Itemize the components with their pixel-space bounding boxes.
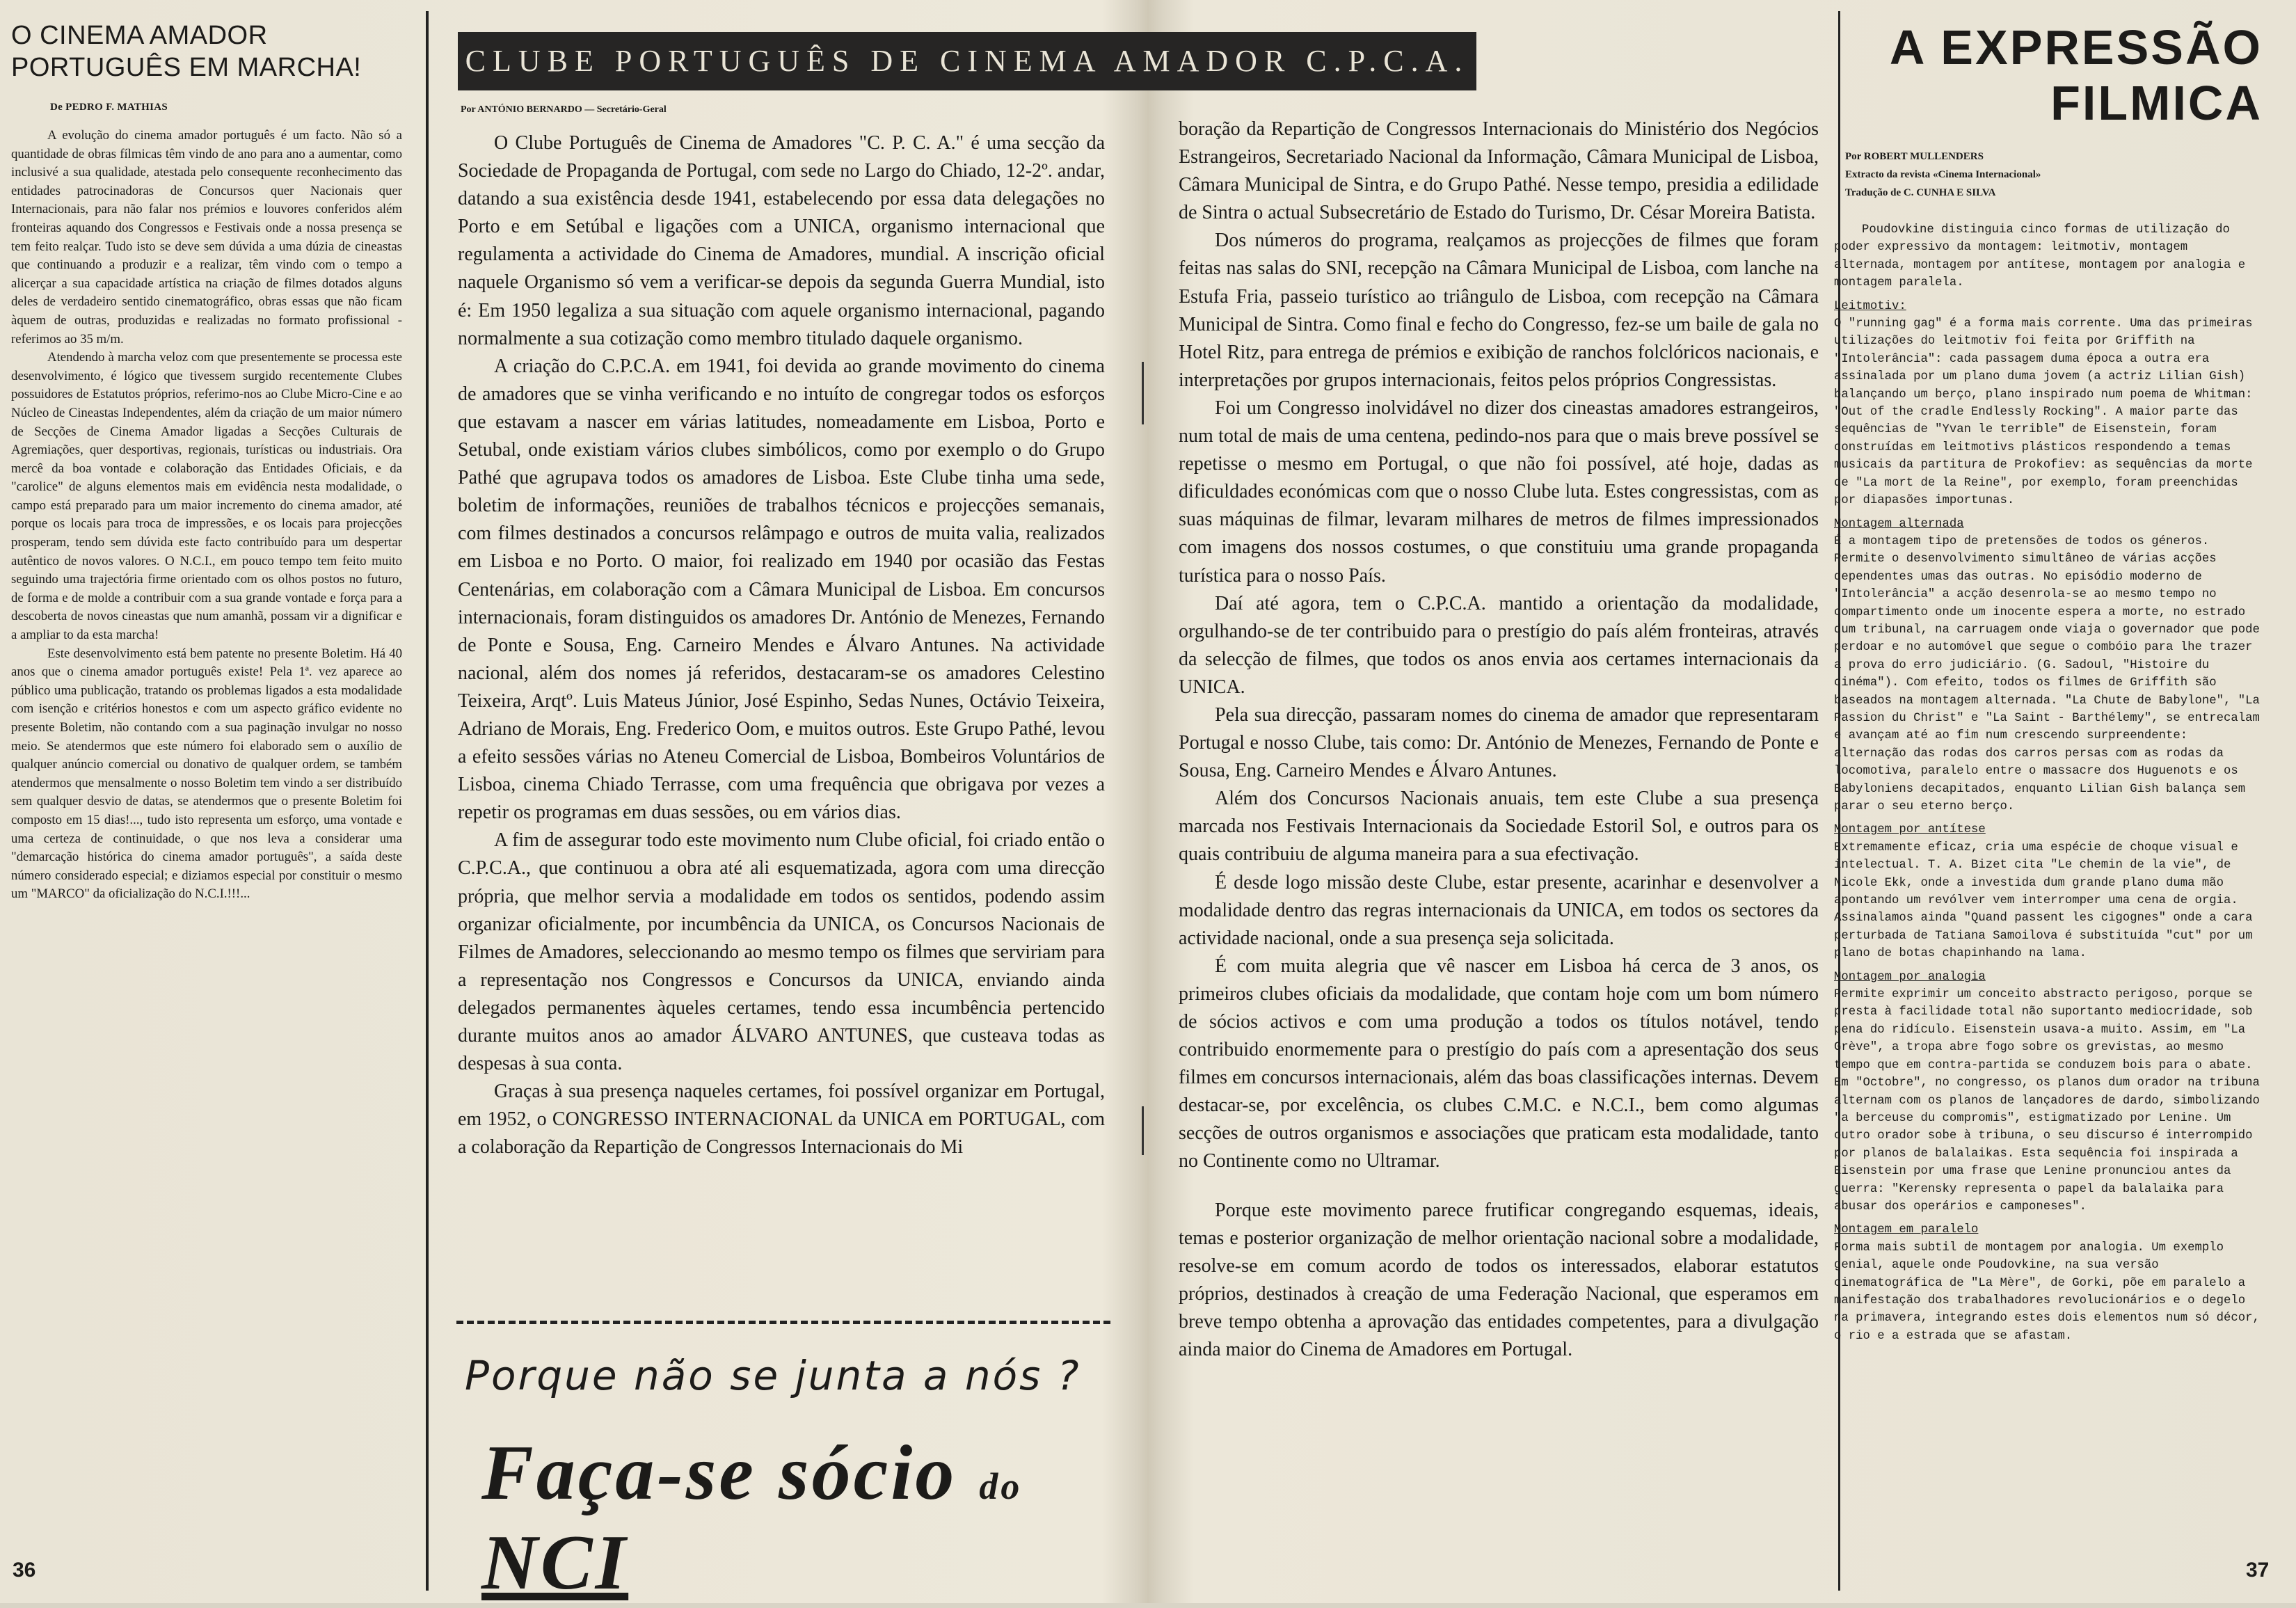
paragraph: Daí até agora, tem o C.P.C.A. mantido a orientação da modalidade, orgulhando-se de ter contribuido para o prestígio do país além fronteiras, através da selecção de filmes, que todos os anos envia aos certames internacionais da UNICA. (1179, 592, 1819, 698)
credit-translation: Tradução de C. CUNHA E SILVA (1845, 187, 1996, 198)
paragraph: A evolução do cinema amador português é um facto. Não só a quantidade de obras fílmicas têm vindo de ano para ano a aumentar, como inclusivé a sua qualidade, atestada pelo consequente reconhecimento das entidades patrocinadoras de Concursos quer Nacionais quer Internacionais, para não falar nos prémios e louvores conferidos além fronteiras aquando dos Congressos e Festivais onde a nossa presença se tem feito realçar. Tudo isto se deve sem dúvida a uma dúzia de cineastas que continuando a produzir e a realizar, têm vindo com o tempo a alicerçar a sua capacidade artística na criação de filmes dotados alguns deles de verdadeiro sentido cinematográfico, obras essas que não ficam àquem de outras, produzidas e realizadas no formato profissional - referimos ao 35 m/m. (11, 128, 402, 347)
ad-slogan-connector: do (979, 1465, 1023, 1507)
paragraph: Poudovkine distinguia cinco formas de utilização do poder expressivo da montagem: leitmotiv, montagem alternada, montagem por antítese, montagem por analogia e montagem paralela. (1834, 223, 2246, 290)
right-article-body (1834, 221, 2260, 1585)
credit-author: Por ROBERT MULLENDERS (1845, 151, 1984, 162)
paragraph: boração da Repartição de Congressos Internacionais do Ministério dos Negócios Estrangeiros, Secretariado Nacional da Informação, Câmara Municipal de Lisboa, Câmara Municipal de Sintra, e do Grupo Pathé. Nesse tempo, presidia a edilidade de Sintra o actual Subsecretário de Estado do Turismo, Dr. César Moreira Batista. (1179, 118, 1819, 224)
column-divider-center (1142, 362, 1144, 424)
center-article-column-2 (1179, 116, 1819, 1563)
paragraph: A fim de assegurar todo este movimento num Clube oficial, foi criado então o C.P.C.A., que continuou a obra até ali esquematizada, agora com uma direcção própria, que melhor servia a modalidade em todos os sentidos, podendo assim organizar oficialmente, por incumbência da UNICA, os Concursos Nacionais de Filmes de Amadores, seleccionando ao mesmo tempo os filmes que serviriam para a representação nos Congressos e Concursos da UNICA, enviando ainda delegados permanentes àqueles certames, tendo essa incumbência pertencido durante muitos anos ao amador ÁLVARO ANTUNES, que custeava todas as despesas à sua conta. (458, 829, 1105, 1075)
article-banner: CLUBE PORTUGUÊS DE CINEMA AMADOR C.P.C.A. (458, 32, 1476, 90)
section-heading: Leitmotiv: (1834, 299, 1906, 313)
paragraph: Além dos Concursos Nacionais anuais, tem este Clube a sua presença marcada nos Festivais Internacionais da Sociedade Estoril Sol, e outros para os quais contribuiu de alguma maneira para a sua efectivação. (1179, 788, 1819, 866)
section-heading: Montagem em paralelo (1834, 1223, 1979, 1237)
ad-slogan (481, 1428, 1110, 1608)
section-heading: Montagem por antítese (1834, 823, 1986, 837)
paragraph: Pela sua direcção, passaram nomes do cinema de amador que representaram Portugal e nosso Clube, tais como: Dr. António de Menezes, Fernando de Ponte e Sousa, Eng. Carneiro Mendes e Álvaro Antunes. (1179, 703, 1819, 782)
paragraph: Graças à sua presença naqueles certames, foi possível organizar em Portugal, em 1952, o CONGRESSO INTERNACIONAL da UNICA em PORTUGAL, com a colaboração da Repartição de Congressos Internacionais do Mi (458, 1081, 1105, 1159)
paragraph: A criação do C.P.C.A. em 1941, foi devida ao grande movimento do cinema de amadores que se vinha verificando e no intuíto de congregar todos os esforços que estavam a nascer em várias latitudes, nomeadamente em Lisboa, Porto e Setubal, onde existiam vários clubes simbólicos, como por exemplo o do Grupo Pathé que agrupava todos os amadores de Lisboa. Este Clube tinha uma sede, boletim de informações, reuniões de trabalhos técnicos e projecções semanais, com filmes destinados a concursos relâmpago e outros de muita valia, realizados em Lisboa e no Porto. O maior, foi realizado em 1940 por ocasião das Festas Centenárias, em colaboração com a Câmara Municipal de Lisboa. Em concursos internacionais, foram distinguidos os amadores Dr. António de Menezes, Fernando de Ponte e Sousa, Eng. Carneiro Mendes e Álvaro Antunes. Na actividade nacional, além dos nomes já referidos, destacaram-se os amadores Celestino Teixeira, Arqtº. Luis Mateus Júnior, José Espinho, Sedas Nunes, Octávio Teixeira, Adriano de Morais, Eng. Frederico Oom, e muitos outros. Este Grupo Pathé, levou a efeito sessões várias no Ateneu Comercial de Lisboa, Bombeiros Voluntários de Lisboa, cinema Chiado Terrasse, com uma frequência que obrigava por vezes a repetir os programas em duas sessões, ou em vários dias. (458, 355, 1105, 824)
section-heading: Montagem por analogia (1834, 970, 1986, 984)
paragraph: Atendendo à marcha veloz com que presentemente se processa este desenvolvimento, é lógico que tivessem surgido recentemente Clubes possuidores de Estatutos próprios, referimo-nos ao Clube Micro-Cine e ao Núcleo de Cineastas Independentes, além da criação de um maior número de Secções de Cinema Amador ligadas a Secções Culturais de Agremiações, quer desportivas, regionais, turísticas ou industriais. Ora mercê da boa vontade e colaboração das Entidades Oficiais, e da "carolice" de alguns elementos mais em evidência nesta modalidade, o campo está preparado para um maior incremento do cinema amador, até porque os locais para troca de impressões, e os locais para projecções prosperam, tendo sem dúvida este facto contribuído para um despertar autêntico de novos valores. O N.C.I., em pouco tempo tem feito muito seguindo uma trajectória firme orientado com os olhos postos no futuro, de forma e de molde a contribuir com a sua grande vontade e força para a descoberta de novos cineastas que num amanhã, possam vir a dignificar e a ampliar to da esta marcha! (11, 350, 402, 643)
paragraph: O "running gag" é a forma mais corrente. Uma das primeiras utilizações do leitmotiv foi feita por Griffith na "Intolerância": cada passagem duma época a outra era assinalada por um plano duma jovem (a actriz Lilian Gish) balançando um berço, plano inspirado num poema de Whitman: "Out of the cradle Endlessly Rocking". A maior parte das sequências de "Yvan le terrible" de Eisenstein, foram construídas em leitmotivs plásticos respondendo a temas musicais da partitura de Prokofiev: as sequências da morte de "La mort de la Reine", por exemplo, foram preenchidas por diapasões importunas. (1834, 317, 2253, 508)
ad-question: Porque não se junta a nós ? (465, 1352, 1081, 1399)
ad-slogan-club: NCI (481, 1520, 629, 1606)
paragraph: É a montagem tipo de pretensões de todos os géneros. Permite o desenvolvimento simultâneo de várias acções dependentes umas das outras. No episódio moderno de "Intolerância" a acção desenrola-se ao mesmo tempo no compartimento onde um inocente espera a morte, no estrado dum tribunal, na carruagem onde viaja o governador que pode perdoar e no automóvel que segue o combóio para lhe trazer a prova do erro judiciário. (G. Sadoul, "Histoire du cinéma"). Com efeito, todos os filmes de Griffith são baseados na montagem alternada. "La Chute de Babylone", "La Passion du Christ" e "La Saint - Barthélemy", se entrecalam e avançam até ao fim num crescendo surpreendente: alternação das rodas dos carros persas com as rodas da locomotiva, paralelo entre o massacre dos Huguenots e os Babyloniens decapitados, enquanto Lilian Gish balança sem parar o seu eterno berço. (1834, 534, 2260, 813)
paragraph: Extremamente eficaz, cria uma espécie de choque visual e intelectual. T. A. Bizet cita "Le chemin de la vie", de Nicole Ekk, onde a investida dum grande plano duma mão apontando um revólver vem interromper uma cena de orgia. Assinalamos ainda "Quand passent les cigognes" onde a cara perturbada de Tatiana Samoilova é substituída "cut" por um plano de botas chapinhando na lama. (1834, 841, 2253, 961)
center-article-author: Por ANTÓNIO BERNARDO — Secretário-Geral (461, 104, 667, 115)
left-article-body (11, 127, 402, 1560)
membership-advertisement (456, 1321, 1110, 1606)
page-number-left: 36 (13, 1559, 36, 1582)
page-number-right: 37 (2246, 1559, 2270, 1582)
paragraph: Forma mais subtil de montagem por analogia. Um exemplo genial, aquele onde Poudovkine, na sua versão cinematográfica de "La Mère", de Gorki, põe em paralelo a manifestação dos trabalhadores revolucionários e o degelo na primavera, integrando estes dois elementos num só décor, o rio e a estrada que se afastam. (1834, 1241, 2260, 1343)
paragraph: É com muita alegria que vê nascer em Lisboa há cerca de 3 anos, os primeiros clubes oficiais da modalidade, que contam hoje com um bom número de sócios activos e com uma produção a todos os títulos notável, tendo contribuido enormemente para o prestígio do país com a apresentação dos seus filmes em concursos internacionais, além das boas classificações internas. Devem destacar-se, por excelência, os clubes C.M.C. e N.C.I., bem como algumas secções de outros organismos e associações que praticam esta modalidade, tanto no Continente como no Ultramar. (1179, 955, 1819, 1172)
paragraph: O Clube Português de Cinema de Amadores "C. P. C. A." é uma secção da Sociedade de Propaganda de Portugal, com sede no Largo do Chiado, 12-2º. andar, datando a sua existência desde 1941, estabelecendo por essa data delegações no Porto e em Setúbal e ligações com a UNICA, organismo internacional que regulamenta a actividade do Cinema de Amadores, mundial. A inscrição oficial naquele Organismo só vem a verificar-se depois da segunda Guerra Mundial, isto é: Em 1950 legaliza a sua situação com aquele organismo internacional, pagando normalmente a sua cotização como membro titulado daquele organismo. (458, 132, 1105, 349)
left-article-author: De PEDRO F. MATHIAS (50, 102, 168, 113)
paragraph: Permite exprimir um conceito abstracto perigoso, porque se presta à facilidade total não suportanto mediocridade, sob pena do ridículo. Eisenstein usava-a muito. Assim, em "La Grève", a tropa abre fogo sobre os grevistas, ao mesmo tempo que em contra-partida se conduzem bois para o abate. Em "Octobre", no congresso, os planos dum orador na tribuna alternam com os planos de lançadores de dardo, simbolizando "a berceuse du compromis", estigmatizado por Lenine. Um outro orador sobe à tribuna, o seu discurso é interrompido por planos de balalaikas. Esta sequência foi inspirada a Eisenstein por uma frase que Lenine pronunciou antes da guerra: "Kerensky representa o papel da balalaika para abusar dos operários e camponeses". (1834, 988, 2260, 1213)
paragraph: Dos números do programa, realçamos as projecções de filmes que foram feitas nas salas do SNI, recepção na Câmara Municipal de Lisboa, com lanche na Estufa Fria, passeio turístico ao triângulo de Lisboa, com recepção na Câmara Municipal de Sintra. Como final e fecho do Congresso, fez-se um baile de gala no Hotel Ritz, para entrega de prémios e exibição de ranchos folclóricos nacionais, e interpretações por grupos internacionais, feitos pelos próprios Congressistas. (1179, 230, 1819, 391)
paragraph: É desde logo missão deste Clube, estar presente, acarinhar e desenvolver a modalidade dentro das regras internacionais da UNICA, em todos os sectores da actividade nacional, onde a sua presença seja solicitada. (1179, 871, 1819, 949)
column-divider-center-lower (1142, 1106, 1144, 1155)
credit-source: Extracto da revista «Cinema Internacional» (1845, 169, 2041, 180)
right-article-credits (1837, 148, 2254, 202)
column-rule-left (426, 11, 429, 1591)
paragraph: Este desenvolvimento está bem patente no presente Boletim. Há 40 anos que o cinema amador português existe! Pela 1ª. vez aparece ao público uma publicação, tratando os problemas ligados a esta modalidade com isenção e critérios honestos e com um aspecto gráfico evidente no presente Boletim, não contando com a sua paginação invulgar no nosso meio. Se atendermos que este número foi elaborado sem o auxílio de qualquer anúncio comercial ou donativo de qualquer ordem, se também atendermos que mensalmente o nosso Boletim tem vindo a ser distribuído sem qualquer desvio de datas, se atendermos que o presente Boletim foi composto em 15 dias!..., tudo isto representa um esforço, uma vontade e uma certeza de continuidade, o que nos leva a considerar uma "demarcação histórica do cinema amador português", a saída deste número considerado especial; e diziamos especial por constituir o mesmo um "MARCO" da oficialização do N.C.I.!!!... (11, 646, 402, 902)
paragraph: Foi um Congresso inolvidável no dizer dos cineastas amadores estrangeiros, num total de mais de uma centena, pedindo-nos para que o mais breve possível se repetisse o mesmo em Portugal, o que não foi possível, até hoje, dadas as dificuldades económicas com que o nosso Clube luta. Estes congressistas, com as suas máquinas de filmar, levaram milhares de metros de filmes impressionados com imagens dos nossos costumes, o que constituiu uma grande propaganda turística para o nosso País. (1179, 397, 1819, 587)
center-article-column-1 (458, 129, 1105, 1298)
left-article-title: O CINEMA AMADOR PORTUGUÊS EM MARCHA! (11, 21, 362, 82)
right-article-title: A EXPRESSÃO FILMICA (1889, 20, 2263, 130)
paragraph: Porque este movimento parece frutificar congregando esquemas, ideais, temas e posterior organização de melhor orientação nacional sobre a modalidade, resolve-se em comum acordo de todos os interessados, elaborar estatutos próprios, destinados à creação de uma Federação Nacional, que esperamos em breve tempo obtenha a aprovação das entidades competentes, para a divulgação ainda maior do Cinema de Amadores em Portugal. (1179, 1199, 1819, 1361)
section-heading: Montagem alternada (1834, 517, 1964, 531)
ad-slogan-text: Faça-se sócio (481, 1430, 957, 1516)
